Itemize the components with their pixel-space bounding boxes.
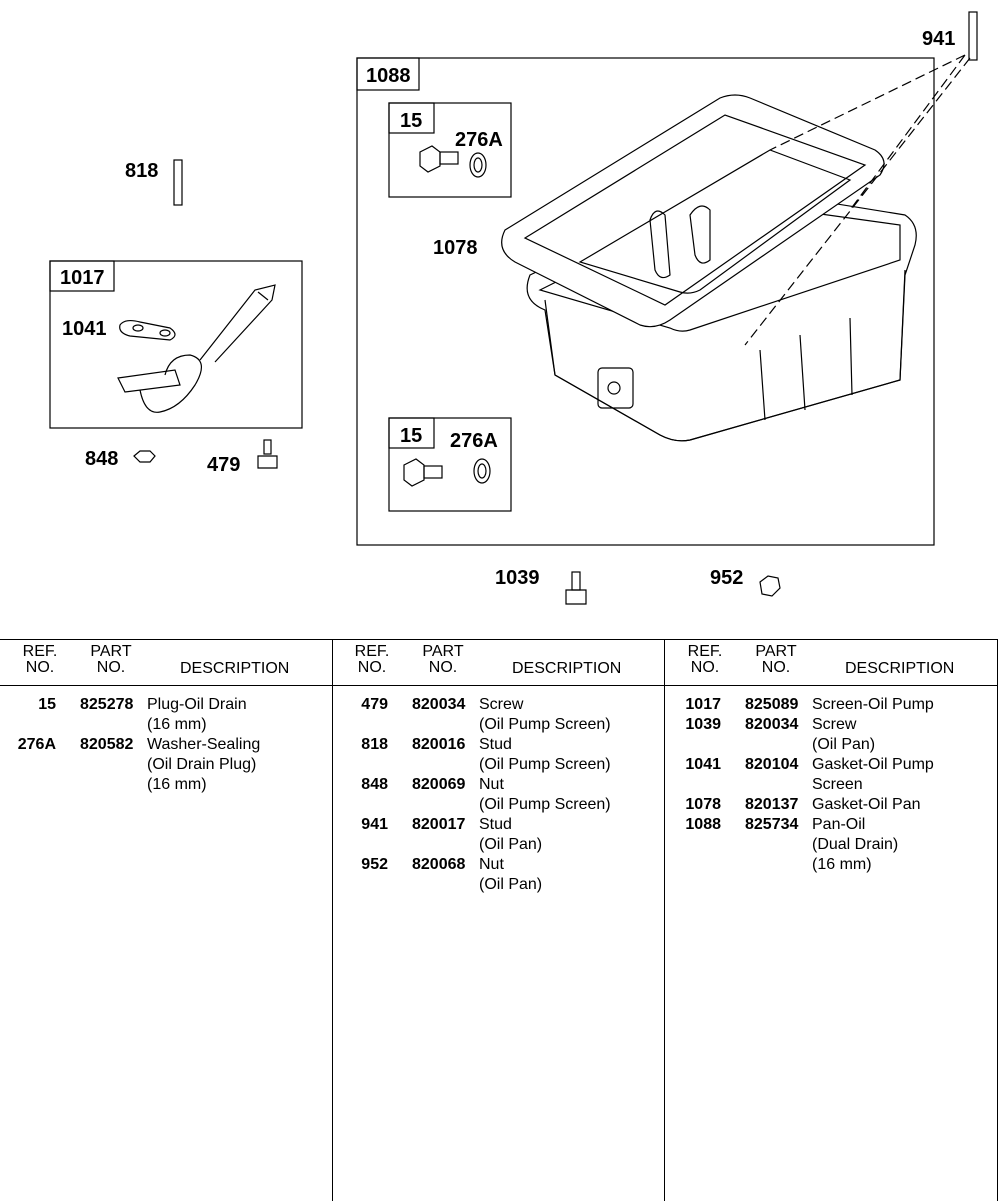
header-ref-line: REF. [22, 643, 58, 660]
table-header [332, 640, 664, 686]
header-description: DESCRIPTION [180, 660, 290, 677]
description [479, 775, 664, 815]
description [812, 695, 997, 715]
callout-952: 952 [710, 567, 744, 589]
header-ref-line: NO. [690, 659, 720, 676]
ref-no: 276A [17, 736, 56, 753]
drain-plug-bottom-drawing [404, 459, 490, 486]
table-row [332, 775, 664, 815]
table-row [332, 695, 664, 735]
ref-no: 818 [361, 736, 388, 753]
callout-848: 848 [85, 448, 119, 470]
header-part-no [86, 644, 136, 676]
description [812, 715, 997, 755]
header-description: DESCRIPTION [845, 660, 955, 677]
table-row [332, 855, 664, 895]
ref-no: 1039 [685, 716, 721, 733]
header-part-line: NO. [428, 659, 458, 676]
header-ref-line: REF. [687, 643, 723, 660]
part-no: 825734 [745, 816, 799, 833]
callout-1039: 1039 [495, 567, 540, 589]
ref-no: 1078 [685, 796, 721, 813]
part-no: 820034 [745, 716, 799, 733]
description-line: Gasket-Oil Pump [812, 756, 934, 773]
ref-no: 848 [361, 776, 388, 793]
description-line: (Oil Pump Screen) [479, 716, 611, 733]
ref-no: 15 [38, 696, 56, 713]
ref-no: 952 [361, 856, 388, 873]
header-ref-line: REF. [354, 643, 390, 660]
description-line: Screw [812, 716, 857, 733]
part-no: 820016 [412, 736, 466, 753]
table-row [665, 715, 997, 755]
part-no: 825278 [80, 696, 134, 713]
table-row [0, 735, 332, 795]
description-line: (Oil Pan) [812, 736, 876, 753]
description-line: Screen-Oil Pump [812, 696, 934, 713]
description [479, 735, 664, 775]
description-line: Stud [479, 736, 512, 753]
table-row [665, 815, 997, 875]
header-ref-no [20, 644, 60, 676]
part-no: 820104 [745, 756, 799, 773]
header-ref-no [685, 644, 725, 676]
table-row [665, 795, 997, 815]
description [479, 695, 664, 735]
callout-15-bottom: 15 [400, 425, 423, 447]
nut-952-drawing [760, 576, 780, 596]
description [812, 755, 997, 795]
header-ref-no [352, 644, 392, 676]
part-no: 820068 [412, 856, 466, 873]
table-row [332, 815, 664, 855]
description [147, 735, 332, 795]
part-no: 820137 [745, 796, 799, 813]
part-no: 820017 [412, 816, 466, 833]
callout-15-top: 15 [400, 110, 423, 132]
header-part-line: NO. [761, 659, 791, 676]
callout-1041: 1041 [62, 318, 107, 340]
ref-no: 1088 [685, 816, 721, 833]
header-part-line: PART [90, 643, 132, 660]
header-part-line: PART [422, 643, 464, 660]
ref-no: 1041 [685, 756, 721, 773]
part-no: 820582 [80, 736, 134, 753]
callout-941: 941 [922, 28, 956, 50]
parts-column [332, 640, 665, 1201]
table-row [665, 695, 997, 715]
description-line: (Oil Pump Screen) [479, 756, 611, 773]
table-row [332, 735, 664, 775]
stud-941-drawing [969, 12, 977, 60]
ref-no: 941 [361, 816, 388, 833]
header-part-line: PART [755, 643, 797, 660]
description [479, 855, 664, 895]
description-line: (Oil Drain Plug) [147, 756, 257, 773]
table-row [0, 695, 332, 735]
parts-column [665, 640, 998, 1201]
description-line: Plug-Oil Drain [147, 696, 247, 713]
part-no: 820034 [412, 696, 466, 713]
callout-818: 818 [125, 160, 159, 182]
header-part-line: NO. [96, 659, 126, 676]
description-line: Screen [812, 776, 863, 793]
stud-818-drawing [174, 160, 182, 205]
part-no: 825089 [745, 696, 799, 713]
description-line: (16 mm) [147, 776, 207, 793]
callout-1078: 1078 [433, 237, 478, 259]
parts-table [0, 639, 998, 1201]
nut-848-drawing [134, 451, 155, 462]
header-ref-line: NO. [357, 659, 387, 676]
description [479, 815, 664, 855]
description-line: Stud [479, 816, 512, 833]
callout-1088: 1088 [366, 65, 411, 87]
oil-pan-drawing [502, 95, 917, 441]
description-line: Pan-Oil [812, 816, 866, 833]
description-line: Nut [479, 856, 504, 873]
description [812, 815, 997, 875]
screw-1039-drawing [566, 572, 586, 604]
description-line: Screw [479, 696, 524, 713]
description-line: Nut [479, 776, 504, 793]
description-line: (Dual Drain) [812, 836, 899, 853]
description-line: (Oil Pan) [479, 876, 543, 893]
header-part-no [751, 644, 801, 676]
description-line: (16 mm) [147, 716, 207, 733]
description-line: Washer-Sealing [147, 736, 261, 753]
description [147, 695, 332, 735]
oil-pump-screen-drawing [118, 285, 275, 412]
table-header [665, 640, 997, 686]
screw-479-drawing [258, 440, 277, 468]
callout-479: 479 [207, 454, 241, 476]
description-line: Gasket-Oil Pan [812, 796, 921, 813]
callout-276a-top: 276A [455, 129, 503, 151]
table-row [665, 755, 997, 795]
ref-no: 1017 [685, 696, 721, 713]
table-header [0, 640, 332, 686]
part-no: 820069 [412, 776, 466, 793]
header-description: DESCRIPTION [512, 660, 622, 677]
ref-no: 479 [361, 696, 388, 713]
callout-276a-bottom: 276A [450, 430, 498, 452]
parts-column [0, 640, 333, 1201]
description [812, 795, 997, 815]
description-line: (Oil Pump Screen) [479, 796, 611, 813]
header-part-no [418, 644, 468, 676]
header-ref-line: NO. [25, 659, 55, 676]
description-line: (16 mm) [812, 856, 872, 873]
description-line: (Oil Pan) [479, 836, 543, 853]
callout-1017: 1017 [60, 267, 105, 289]
